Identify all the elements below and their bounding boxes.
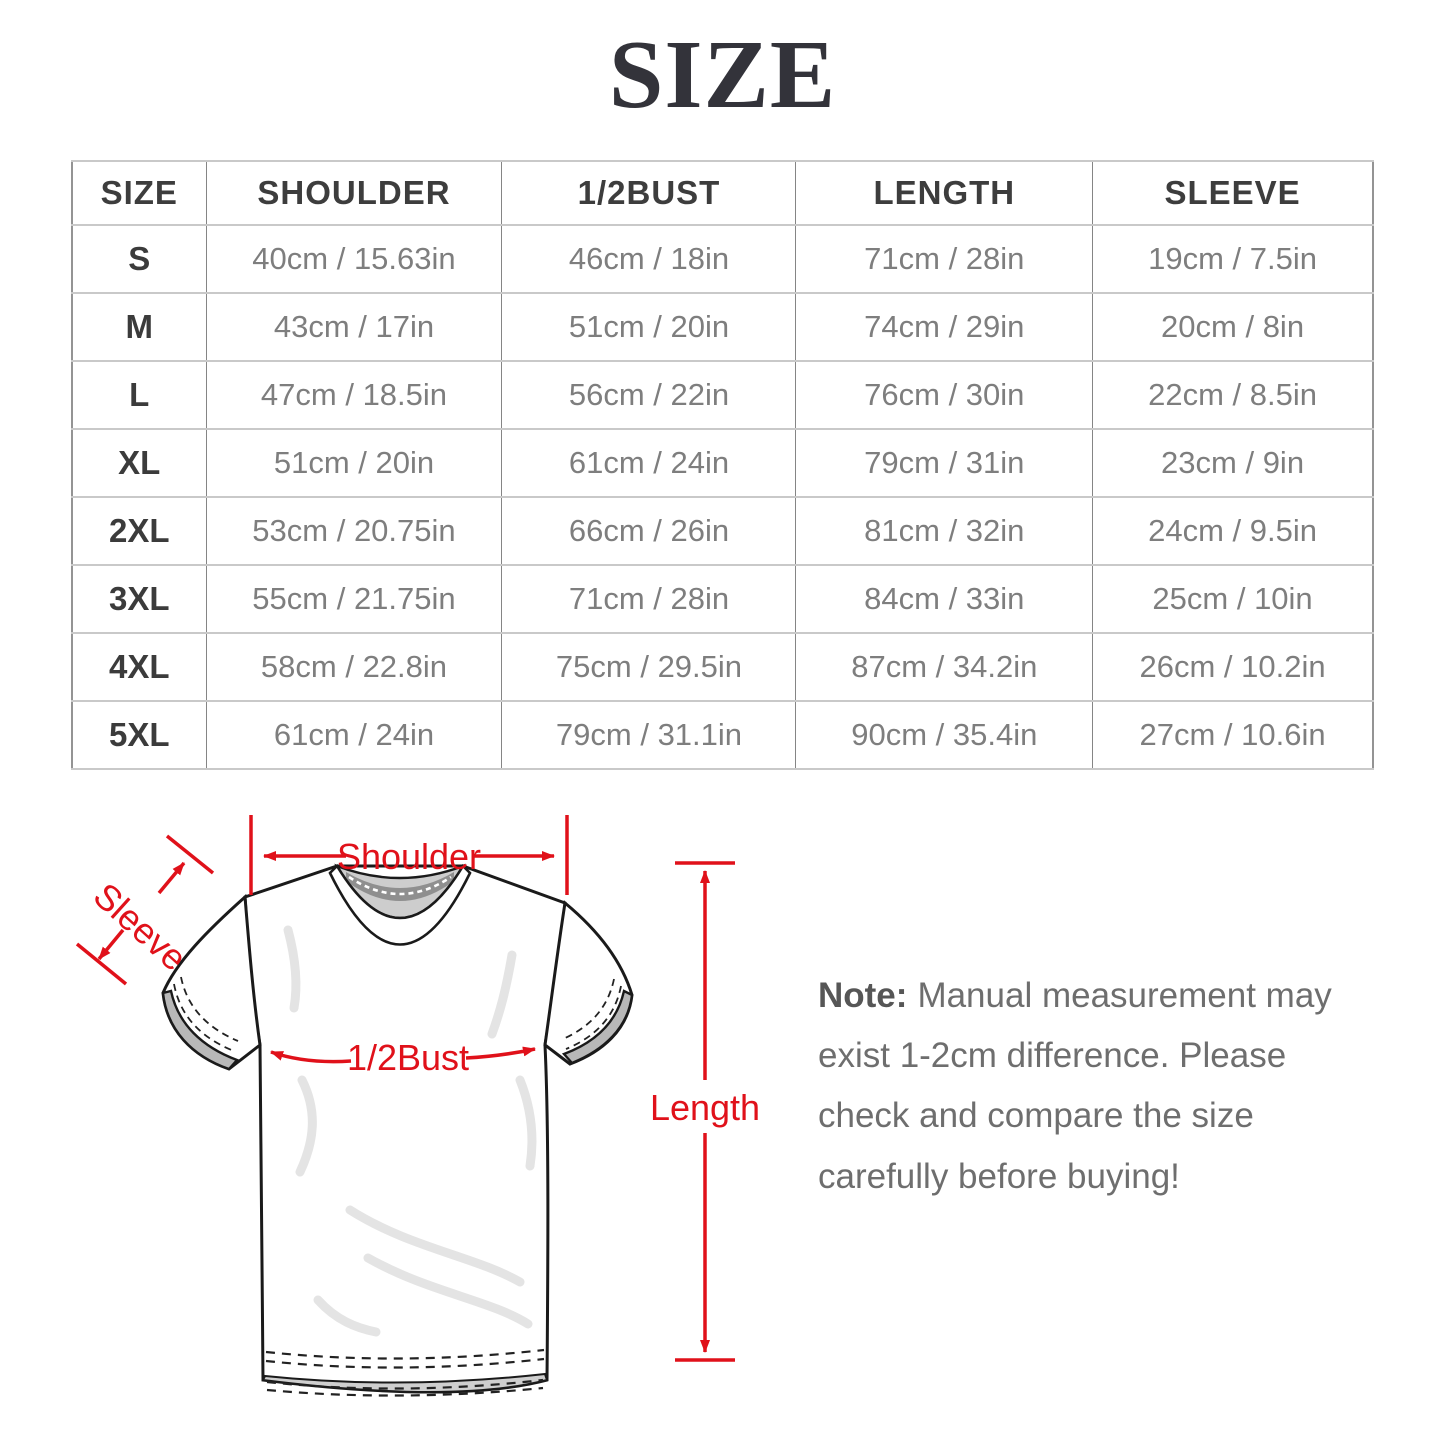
- table-row: [72, 565, 1373, 633]
- note-body: Manual measurement may exist 1-2cm difference. Please check and compare the size carefully before buying!: [818, 976, 1332, 1196]
- bust-cell: 66cm / 26in: [502, 497, 796, 565]
- size-cell: L: [72, 361, 206, 429]
- length-cell: 90cm / 35.4in: [796, 701, 1093, 769]
- table-row: [72, 293, 1373, 361]
- size-cell: 2XL: [72, 497, 206, 565]
- column-header-size: SIZE: [72, 161, 206, 225]
- shoulder-label: Shoulder: [336, 836, 482, 877]
- sleeve-cell: 23cm / 9in: [1093, 429, 1373, 497]
- table-header-row: [72, 161, 1373, 225]
- table-row: [72, 701, 1373, 769]
- size-cell: 5XL: [72, 701, 206, 769]
- size-cell: M: [72, 293, 206, 361]
- length-cell: 71cm / 28in: [796, 225, 1093, 293]
- bust-cell: 51cm / 20in: [502, 293, 796, 361]
- size-cell: XL: [72, 429, 206, 497]
- shoulder-cell: 55cm / 21.75in: [206, 565, 502, 633]
- tshirt-diagram: [50, 780, 770, 1440]
- bust-cell: 46cm / 18in: [502, 225, 796, 293]
- shoulder-cell: 40cm / 15.63in: [206, 225, 502, 293]
- shoulder-cell: 47cm / 18.5in: [206, 361, 502, 429]
- sleeve-cell: 22cm / 8.5in: [1093, 361, 1373, 429]
- sleeve-cell: 27cm / 10.6in: [1093, 701, 1373, 769]
- bust-cell: 61cm / 24in: [502, 429, 796, 497]
- column-header-bust: 1/2BUST: [502, 161, 796, 225]
- length-cell: 87cm / 34.2in: [796, 633, 1093, 701]
- page-title: SIZE: [608, 21, 837, 129]
- size-cell: S: [72, 225, 206, 293]
- sleeve-label: Sleeve: [85, 874, 195, 979]
- column-header-sleeve: SLEEVE: [1093, 161, 1373, 225]
- shoulder-cell: 43cm / 17in: [206, 293, 502, 361]
- note-text: [818, 966, 1383, 1207]
- size-cell: 4XL: [72, 633, 206, 701]
- length-cell: 84cm / 33in: [796, 565, 1093, 633]
- note-label: Note:: [818, 976, 908, 1015]
- tshirt-graphic: [163, 866, 632, 1396]
- bust-label: 1/2Bust: [346, 1037, 470, 1078]
- column-header-length: LENGTH: [796, 161, 1093, 225]
- shoulder-cell: 51cm / 20in: [206, 429, 502, 497]
- column-header-shoulder: SHOULDER: [206, 161, 502, 225]
- length-cell: 74cm / 29in: [796, 293, 1093, 361]
- length-cell: 76cm / 30in: [796, 361, 1093, 429]
- shoulder-cell: 61cm / 24in: [206, 701, 502, 769]
- sleeve-cell: 19cm / 7.5in: [1093, 225, 1373, 293]
- table-row: [72, 225, 1373, 293]
- sleeve-cell: 25cm / 10in: [1093, 565, 1373, 633]
- shoulder-cell: 53cm / 20.75in: [206, 497, 502, 565]
- bust-cell: 75cm / 29.5in: [502, 633, 796, 701]
- shoulder-cell: 58cm / 22.8in: [206, 633, 502, 701]
- table-row: [72, 633, 1373, 701]
- bust-cell: 79cm / 31.1in: [502, 701, 796, 769]
- table-row: [72, 429, 1373, 497]
- size-chart-table: [71, 160, 1374, 770]
- length-cell: 81cm / 32in: [796, 497, 1093, 565]
- sleeve-cell: 20cm / 8in: [1093, 293, 1373, 361]
- bust-cell: 56cm / 22in: [502, 361, 796, 429]
- sleeve-cell: 26cm / 10.2in: [1093, 633, 1373, 701]
- bust-cell: 71cm / 28in: [502, 565, 796, 633]
- length-cell: 79cm / 31in: [796, 429, 1093, 497]
- sleeve-cell: 24cm / 9.5in: [1093, 497, 1373, 565]
- left-sleeve: [163, 897, 260, 1069]
- length-label: Length: [649, 1087, 761, 1128]
- size-cell: 3XL: [72, 565, 206, 633]
- table-row: [72, 361, 1373, 429]
- table-row: [72, 497, 1373, 565]
